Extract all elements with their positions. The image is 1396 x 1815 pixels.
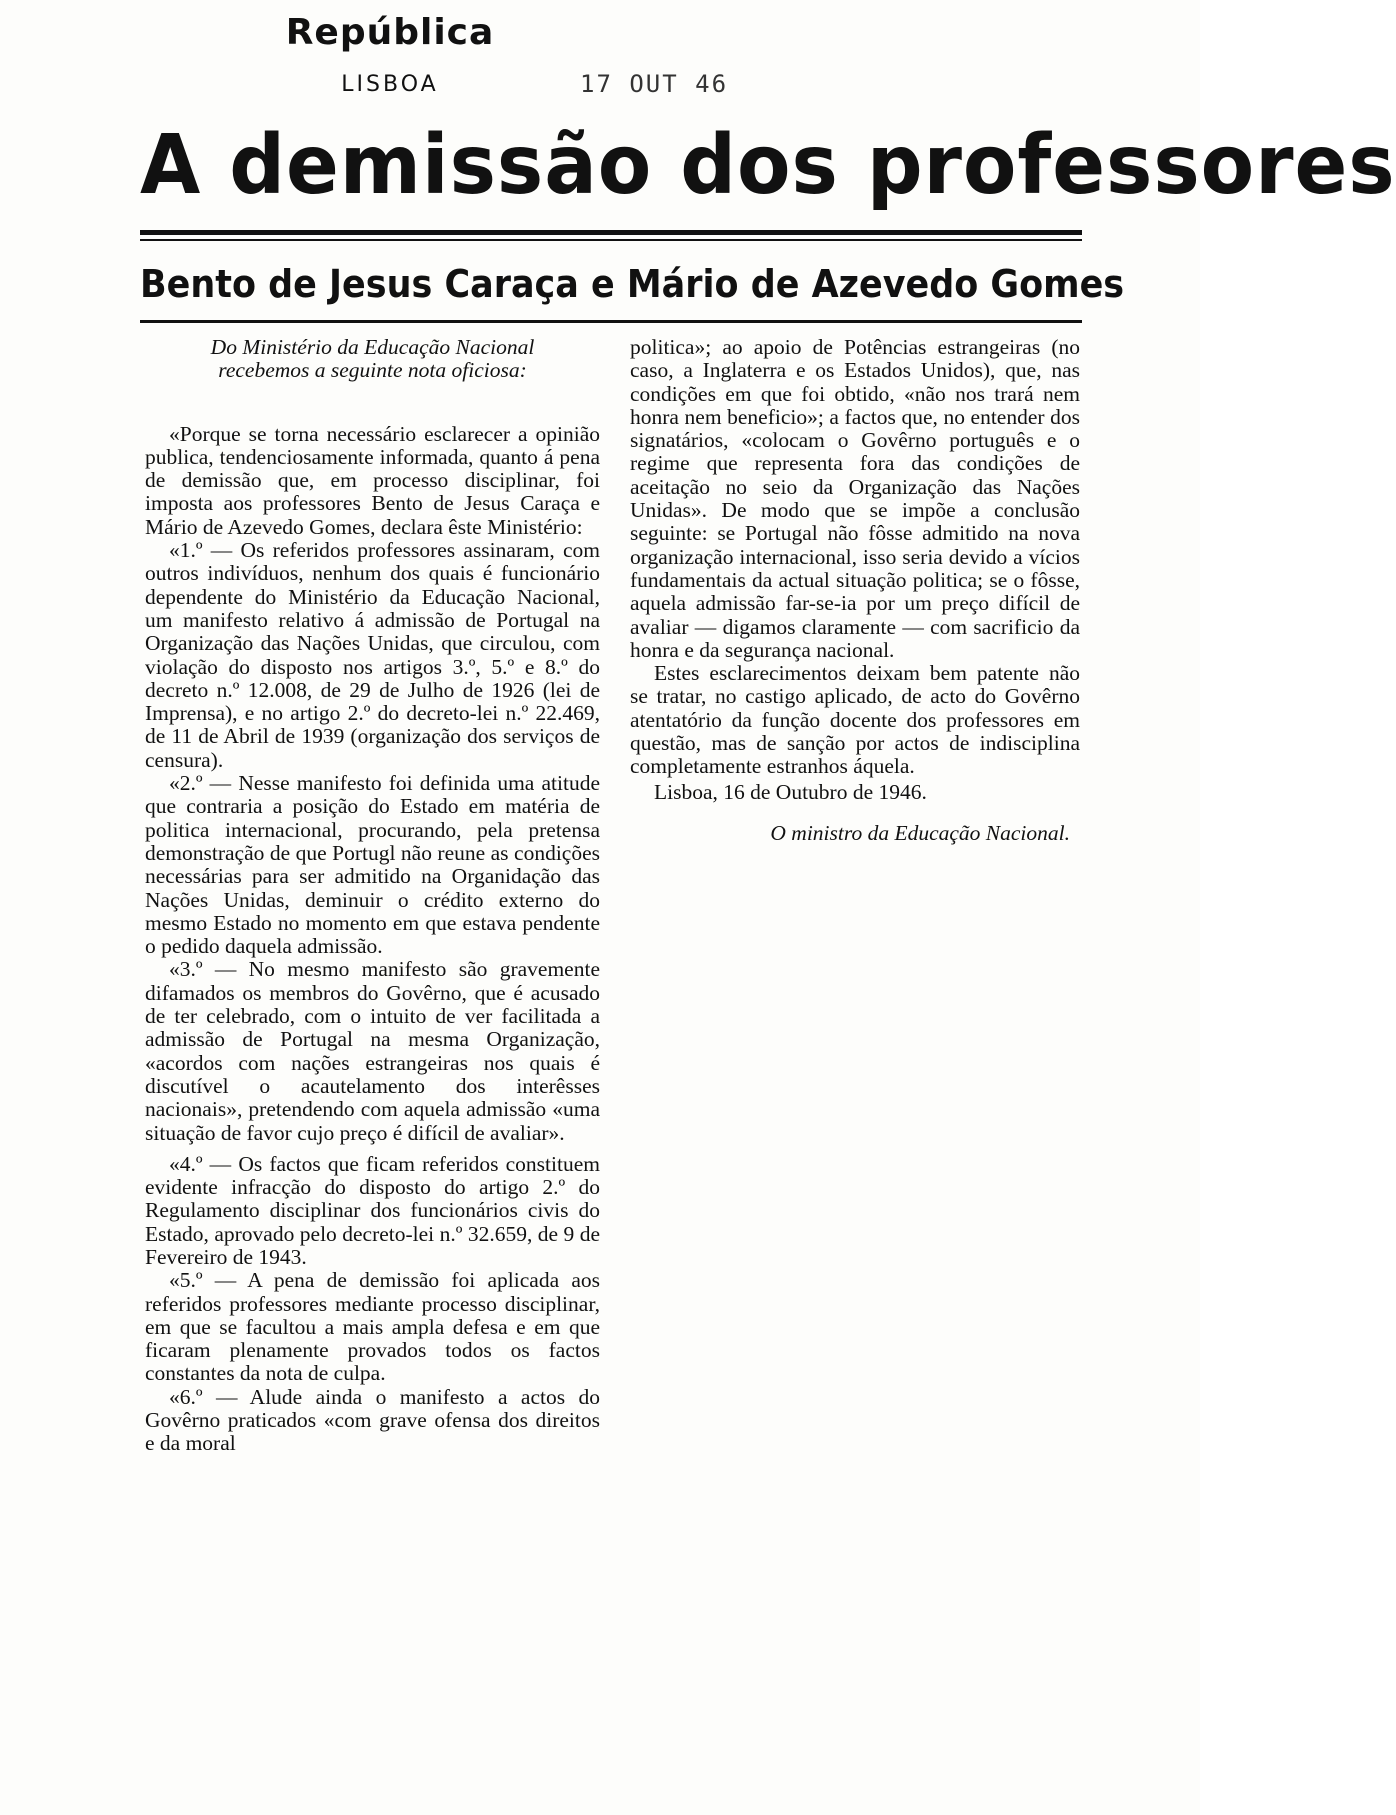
article-signature: O ministro da Educação Nacional. — [770, 820, 1070, 845]
article-paragraph: «2.º — Nesse manifesto foi definida uma atitude que contraria a posição do Estado em matéria de politica internacional, procurando, pela pretensa demonstração de que Portugl não reune as condições necessárias para ser admitido na Organidação das Nações Unidas, deminuir o crédito externo do mesmo Estado no momento em que estava pendente o pedido daquela admissão. — [145, 771, 600, 959]
article-paragraph: «6.º — Alude ainda o manifesto a actos do Govêrno praticados «com grave ofensa dos direitos e da moral — [145, 1384, 600, 1456]
article-paragraph: «5.º — A pena de demissão foi aplicada aos referidos professores mediante processo disciplinar, em que se facultou a mais ampla defesa e em que ficaram plenamente provados todos os factos constantes da nota de culpa. — [145, 1268, 600, 1386]
article-paragraph: politica»; ao apoio de Potências estrangeiras (no caso, a Inglaterra e os Estados Unidos), que, nas condições em que foi obtido, «não nos trará nem honra nem beneficio»; a factos que, no entender dos signatários, «colocam o Govêrno português e o regime que representa fora das condições de aceitação no seio da Organização das Nações Unidas». De modo que se impõe a conclusão seguinte: se Portugal não fôsse admitido na nova organização internacional, isso seria devido a vícios fundamentais da actual situação politica; se o fôsse, aquela admissão far-se-ia por um preço difícil de avaliar — digamos claramente — com sacrificio da honra e da segurança nacional. — [630, 335, 1080, 662]
publication-name: República — [285, 12, 495, 53]
publication-city: LISBOA — [341, 72, 439, 97]
article-intro: Do Ministério da Educação Nacional recebemos a seguinte nota oficiosa: — [210, 335, 535, 383]
article-column-right — [630, 336, 1080, 845]
article-paragraph: «3.º — No mesmo manifesto são gravemente difamados os membros do Govêrno, que é acusado de ter celebrado, com o intuito de ver facilitada a admissão de Portugal na mesma Organização, «acordos com nações estrangeiras nos quais é discutível o acautelamento dos interêsses nacionais», pretendendo com aquela admissão «uma situação de favor cujo preço é difícil de avaliar». — [145, 957, 600, 1145]
article-headline: A demissão dos professores — [140, 118, 1396, 213]
headline-rule — [140, 230, 1082, 235]
article-paragraph: «4.º — Os factos que ficam referidos constituem evidente infracção do disposto do artigo 2.º do Regulamento disciplinar dos funcionários civis do Estado, aprovado pelo decreto-lei n.º 32.659, de 9 de Fevereiro de 1943. — [145, 1151, 600, 1269]
article-paragraph: «Porque se torna necessário esclarecer a opinião publica, tendenciosamente informada, quanto á pena de demissão que, em processo disciplinar, foi imposta aos professores Bento de Jesus Caraça e Mário de Azevedo Gomes, declara êste Ministério: — [145, 421, 600, 539]
article-paragraph: Estes esclarecimentos deixam bem patente não se tratar, no castigo aplicado, de acto do Govêrno atentatório da função docente dos professores em questão, mas de sanção por actos de indisciplina completamente estranhos áquela. — [630, 661, 1080, 779]
subheadline-rule — [140, 320, 1082, 323]
article-column-left — [145, 336, 600, 1456]
article-subheadline: Bento de Jesus Caraça e Mário de Azevedo Gomes — [140, 262, 1125, 306]
date-stamp: 17 OUT 46 — [580, 70, 729, 98]
article-paragraph: «1.º — Os referidos professores assinaram, com outros indivíduos, nenhum dos quais é funcionário dependente do Ministério da Educação Nacional, um manifesto relativo á admissão de Portugal na Organização das Nações Unidas, que circulou, com violação do disposto nos artigos 3.º, 5.º e 8.º do decreto n.º 12.008, de 29 de Julho de 1926 (lei de Imprensa), e no artigo 2.º do decreto-lei n.º 22.469, de 11 de Abril de 1939 (organização dos serviços de censura). — [145, 538, 600, 772]
article-place-date: Lisboa, 16 de Outubro de 1946. — [654, 779, 927, 804]
headline-rule-thin — [140, 239, 1082, 241]
